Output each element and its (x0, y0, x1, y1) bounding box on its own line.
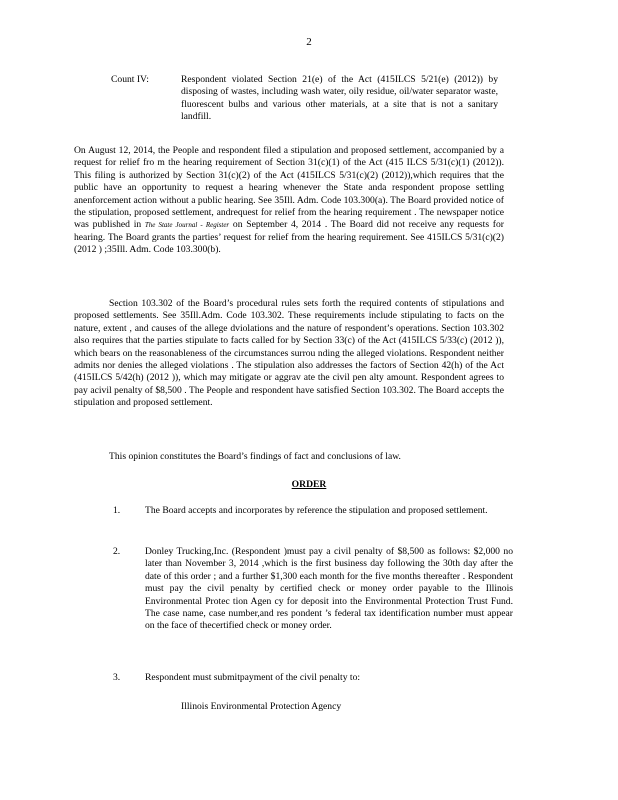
paragraph-text-part1: On August 12, 2014, the People and respondent filed a stipulation and proposed settlement, accompanied by a request for relief fro m the hearing requirement of Section 31(c)(1) of the Act (415 ILCS 5/31(c)(1) (2012)). This filing is authorized by Section 31(c)(2) of the Act (415ILCS 5/31(c)(2) (2012)),which requires that the public have an opportunity to request a hearing whenever the State anda respondent propose settling anenforcement action without a public hearing. See 35Ill. Adm. Code 103.300(a). The Board provided notice of the stipulation, proposed settlement, andrequest for relief from the hearing requirement . The newspaper notice was published in (74, 145, 504, 231)
count-text: Respondent violated Section 21(e) of the Act (415ILCS 5/21(e) (2012)) by disposing of wastes, including wash water, oily residue, oil/water separator waste, fluorescent bulbs and various other materials, at a site that is not a sanitary landfill. (181, 74, 498, 123)
agency-address-line: Illinois Environmental Protection Agency (181, 701, 342, 712)
order-item-number: 1. (113, 505, 121, 516)
count-label: Count IV: (111, 74, 149, 85)
newspaper-name: The State Journal - Register (144, 221, 230, 230)
paragraph-stipulation: Section 103.302 of the Board’s procedural rules sets forth the required contents of stipulations and proposed settlements. See 35Ill.Adm. Code 103.302. These requirements include stipulating to facts on the nature, extent , and causes of the allege dviolations and the nature of respondent’s operations. Section 103.302 also requires that the parties stipulate to facts called for by Section 33(c) of the Act (415ILCS 5/33(c) (2012 )), which bears on the reasonableness of the circumstances surrou nding the alleged violations. Respondent neither admits nor denies the alleged violations . The stipulation also addresses the factors of Section 42(h) of the Act (415ILCS 5/42(h) (2012 )), which may mitigate or aggrav ate the civil pen alty amount. Respondent agrees to pay acivil penalty of $8,500 . The People and respondent have satisfied Section 103.302. The Board accepts the stipulation and proposed settlement. (74, 298, 504, 409)
order-item-number: 2. (113, 546, 121, 557)
page-number: 2 (306, 36, 312, 48)
order-heading: ORDER (291, 479, 327, 490)
paragraph-procedural-history (74, 145, 504, 257)
paragraph-opinion: This opinion constitutes the Board’s findings of fact and conclusions of law. (109, 451, 401, 462)
order-item-number: 3. (113, 672, 121, 683)
order-item-text: Respondent must submitpayment of the civil penalty to: (145, 672, 361, 683)
order-item-text: The Board accepts and incorporates by reference the stipulation and proposed settlement. (145, 505, 488, 516)
paragraph-text-part2: on September 4, 2014 . The Board did not receive any requests for hearing. The Board grants the parties’ request for relief from the hearing requirement. See 415ILCS 5/31(c)(2) (2012 ) ;35Ill. Adm. Code 103.300(b). (74, 219, 504, 256)
order-item-text: Donley Trucking,Inc. (Respondent )must pay a civil penalty of $8,500 as follows: $2,000 no later than November 3, 2014 ,which is the first business day following the 30th day after the date of this order ; and a further $1,300 each month for the five months thereafter . Respondent must pay the civil penalty by certified check or money order payable to the Illinois Environmental Protec tion Agen cy for deposit into the Environmental Protection Trust Fund. The case name, case number,and res pondent ’s federal tax identification number must appear on the face of thecertified check or money order. (145, 546, 513, 632)
